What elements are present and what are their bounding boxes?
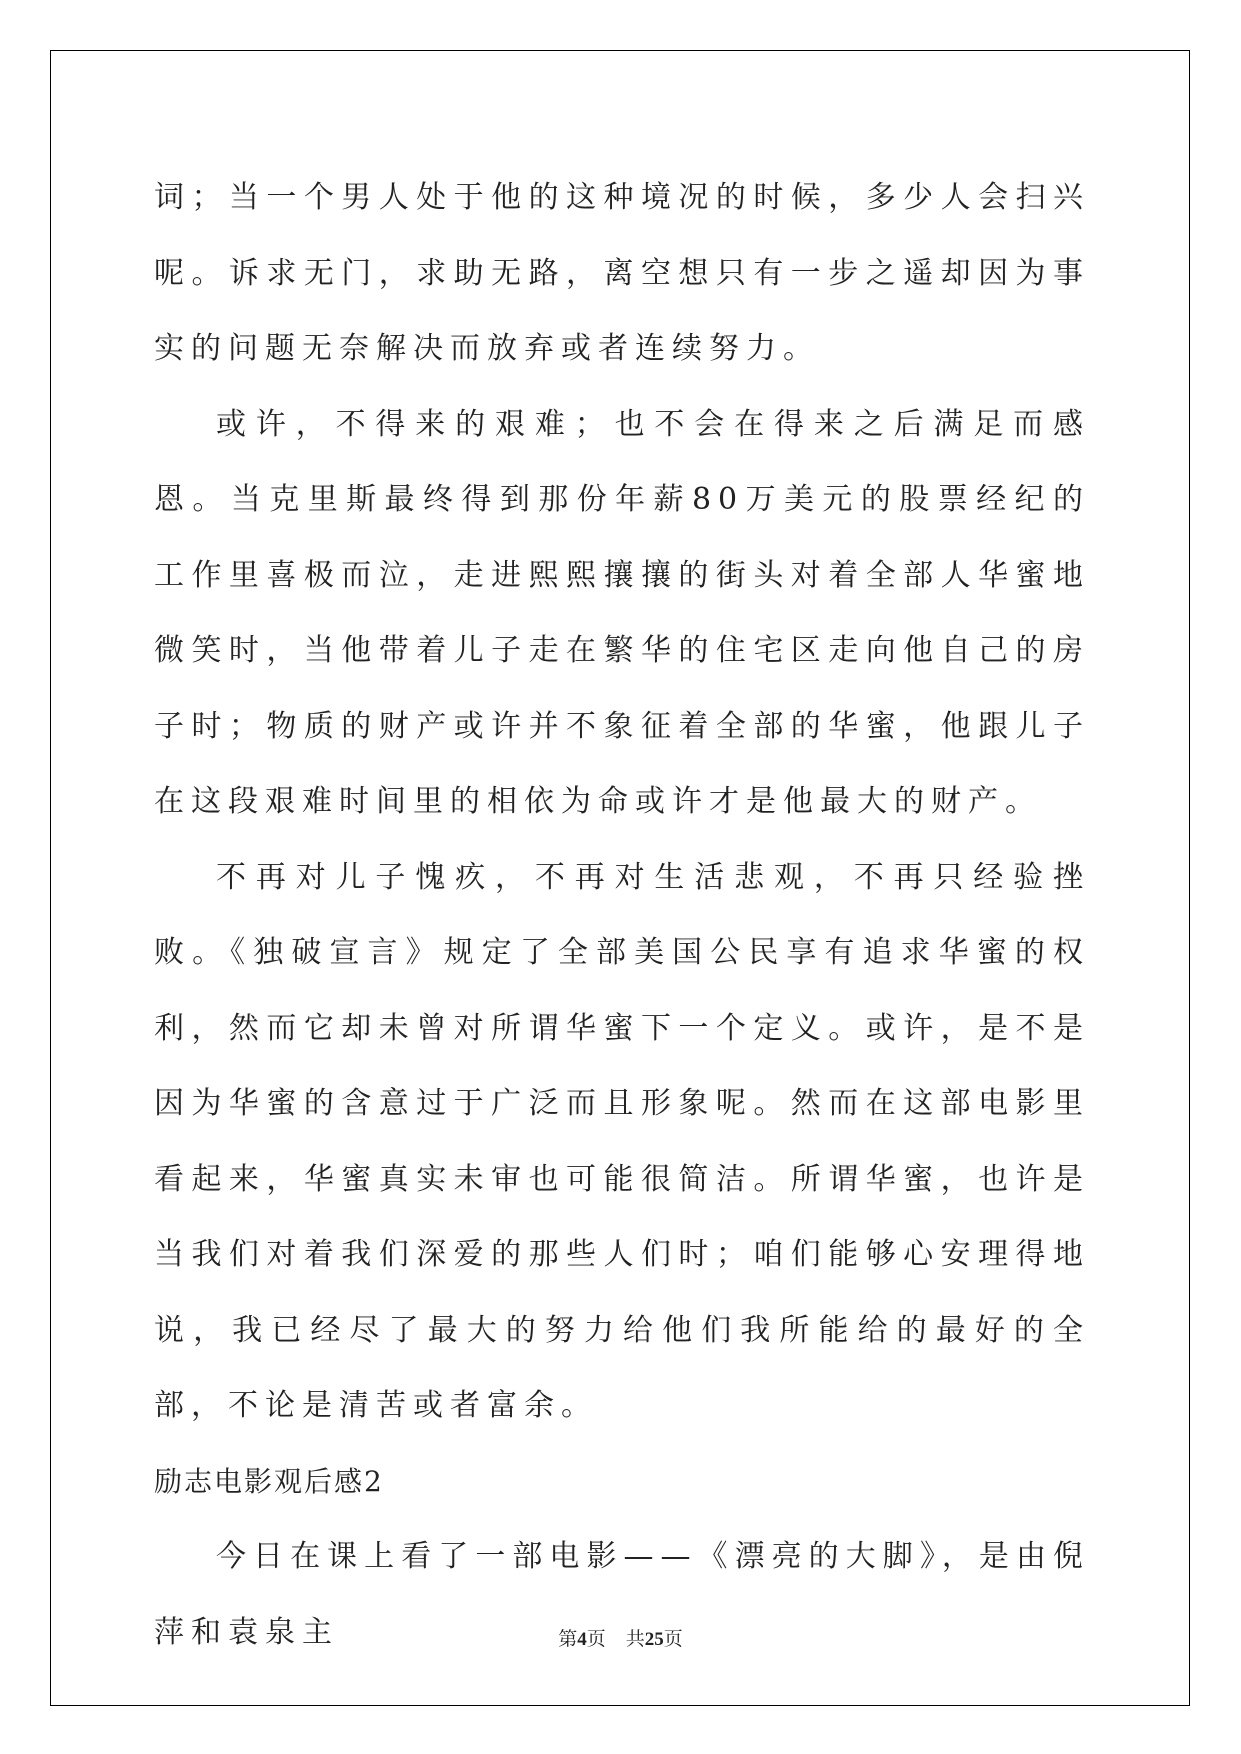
page-label-suffix: 页 (586, 1629, 606, 1650)
paragraph: 今日在课上看了一部电影——《漂亮的大脚》，是由倪萍和袁泉主 (154, 1539, 1090, 1650)
document-body (154, 160, 1090, 1670)
page-footer (0, 1624, 1241, 1651)
paragraph: 或许，不得来的艰难；也不会在得来之后满足而感恩。当克里斯最终得到那份年薪80万美元的股票经纪的工作里喜极而泣，走进熙熙攘攘的街头对着全部人华蜜地微笑时，当他带着儿子走在繁华的住宅区走向他自己的房子时；物质的财产或许并不象征着全部的华蜜，他跟儿子在这段艰难时间里的相依为命或许才是他最大的财产。 (154, 406, 1090, 819)
total-pages: 25 (644, 1629, 664, 1650)
page-number: 4 (577, 1629, 587, 1650)
paragraph: 不再对儿子愧疚，不再对生活悲观，不再只经验挫败。《独破宣言》规定了全部美国公民享有追求华蜜的权利，然而它却未曾对所谓华蜜下一个定义。或许，是不是因为华蜜的含意过于广泛而且形象呢。然而在这部电影里看起来，华蜜真实未审也可能很简洁。所谓华蜜，也许是当我们对着我们深爱的那些人们时；咱们能够心安理得地说，我已经尽了最大的努力给他们我所能给的最好的全部，不论是清苦或者富余。 (154, 859, 1090, 1423)
section-heading: 励志电影观后感2 (154, 1464, 384, 1498)
total-label-suffix: 页 (663, 1629, 683, 1650)
total-label-prefix: 共 (625, 1629, 645, 1650)
page-label-prefix: 第 (558, 1629, 578, 1650)
paragraph-continued: 词；当一个男人处于他的这种境况的时候，多少人会扫兴呢。诉求无门，求助无路，离空想只有一步之遥却因为事实的问题无奈解决而放弃或者连续努力。 (154, 180, 1090, 366)
